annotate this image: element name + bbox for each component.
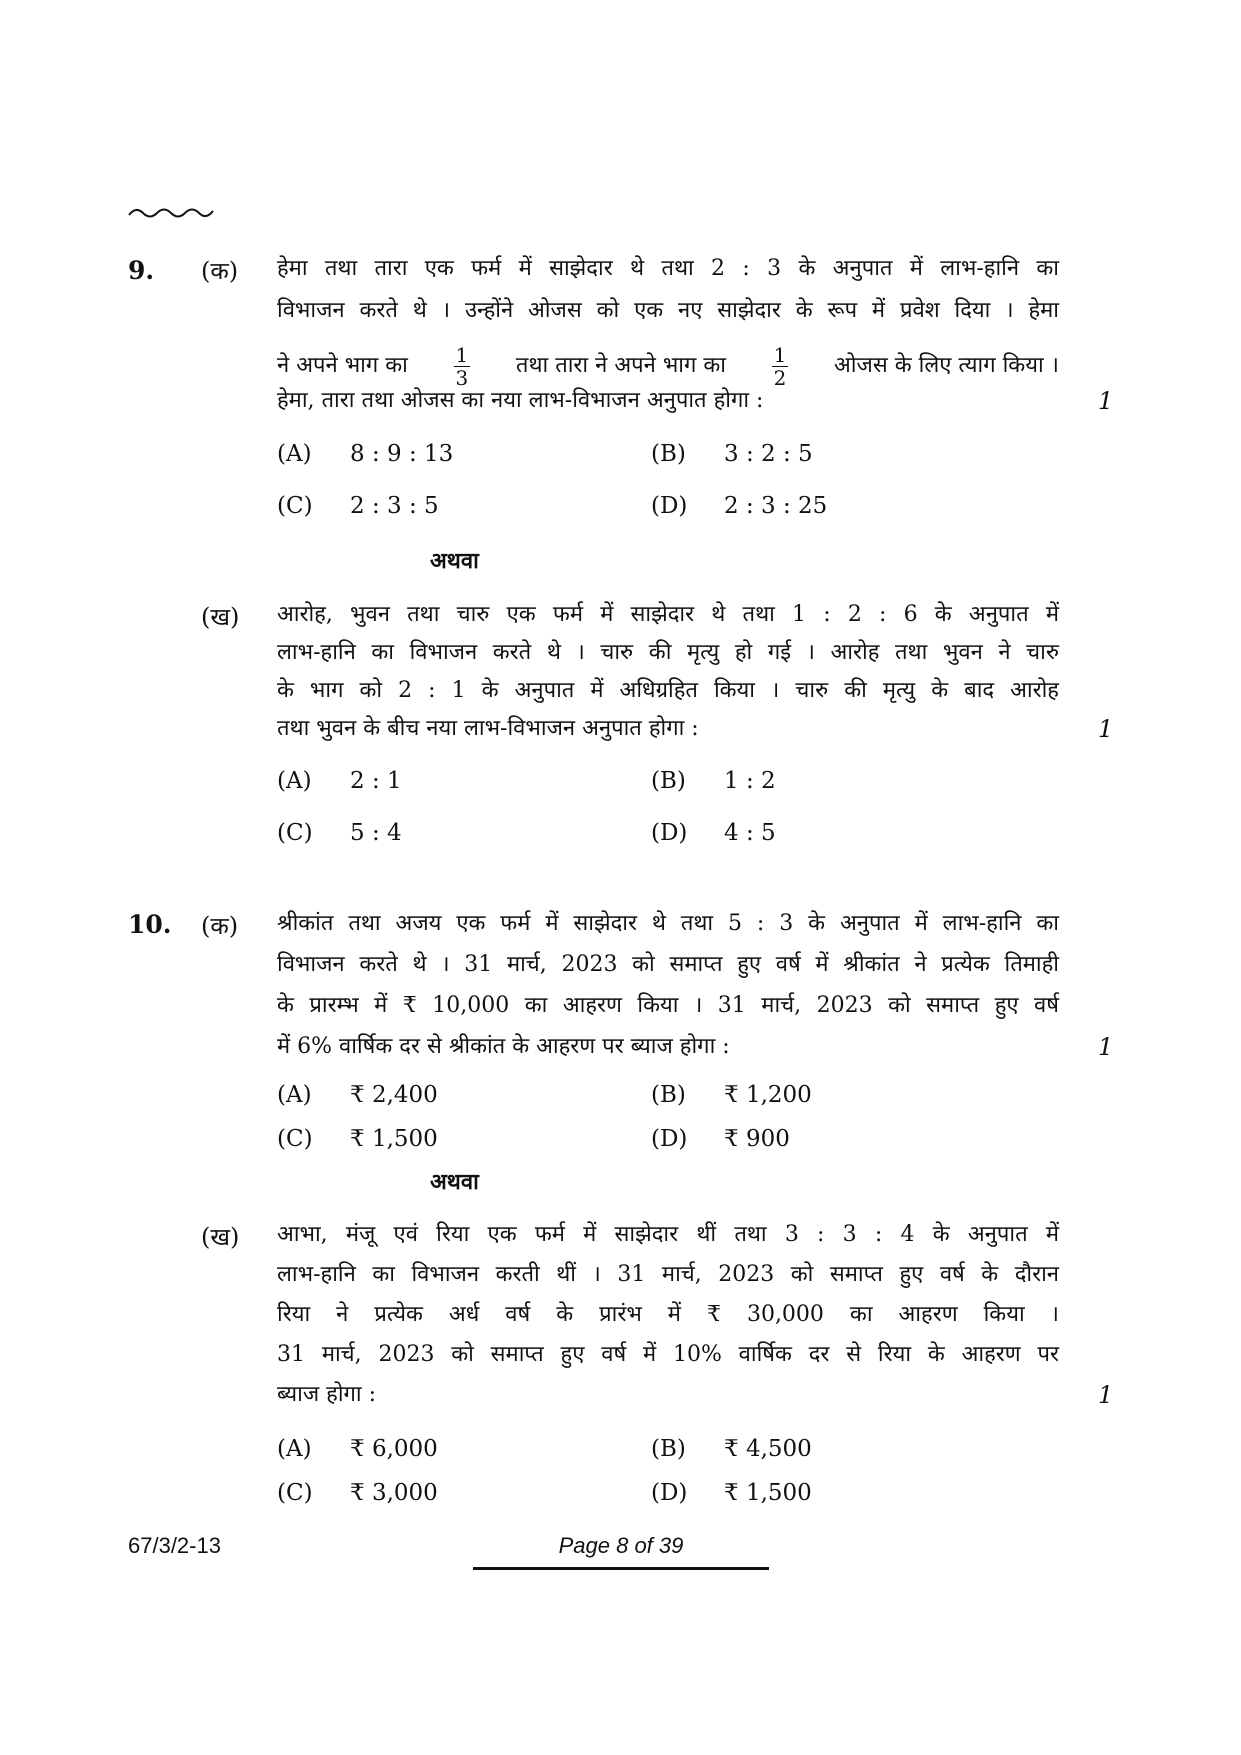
question-number: 10.	[128, 910, 172, 939]
option-label: (C)	[277, 493, 313, 519]
option-label: (A)	[277, 441, 312, 467]
wave-ornament-icon	[128, 205, 214, 221]
option-label: (D)	[651, 820, 688, 846]
footer-divider	[473, 1567, 769, 1570]
option-value: 2 : 3 : 5	[350, 493, 439, 519]
fraction-denominator: 2	[773, 365, 787, 390]
option	[277, 1480, 438, 1506]
fraction-numerator: 1	[455, 342, 469, 367]
page-number: Page 8 of 39	[558, 1533, 684, 1558]
option-value: 5 : 4	[350, 820, 402, 846]
option	[651, 820, 776, 846]
question-text-line: ब्याज होगा :	[277, 1382, 377, 1407]
option-value: ₹ 1,500	[724, 1480, 812, 1506]
option-label: (C)	[277, 1480, 313, 1506]
question-text-line: 31 मार्च, 2023 को समाप्त हुए वर्ष में 10% वार्षिक दर से रिया के आहरण पर	[277, 1342, 1059, 1367]
option	[651, 493, 827, 519]
option-value: 4 : 5	[724, 820, 776, 846]
option	[651, 768, 776, 794]
option-value: 3 : 2 : 5	[724, 441, 813, 467]
option	[277, 820, 402, 846]
option-value: 1 : 2	[724, 768, 776, 794]
option	[651, 1082, 812, 1108]
option-label: (D)	[651, 1126, 688, 1152]
question-number: 9.	[128, 256, 155, 285]
question-text-line: विभाजन करते थे । 31 मार्च, 2023 को समाप्त हुए वर्ष में श्रीकांत ने प्रत्येक तिमाही	[277, 952, 1059, 977]
option-value: 2 : 1	[350, 768, 402, 794]
question-text-line: रिया ने प्रत्येक अर्ध वर्ष के प्रारंभ में ₹ 30,000 का आहरण किया ।	[277, 1302, 1059, 1327]
question-text-line: आरोह, भुवन तथा चारु एक फर्म में साझेदार थे तथा 1 : 2 : 6 के अनुपात में	[277, 602, 1059, 627]
option-label: (D)	[651, 493, 688, 519]
option-label: (B)	[651, 1082, 686, 1108]
question-text-line: विभाजन करते थे । उन्होंने ओजस को एक नए साझेदार के रूप में प्रवेश दिया । हेमा	[277, 298, 1059, 323]
option	[277, 768, 402, 794]
option	[277, 1126, 438, 1152]
option-label: (D)	[651, 1480, 688, 1506]
question-text-line: के भाग को 2 : 1 के अनुपात में अधिग्रहित किया । चारु की मृत्यु के बाद आरोह	[277, 678, 1059, 703]
option	[277, 1436, 438, 1462]
option	[277, 493, 439, 519]
marks: 1	[1098, 715, 1114, 743]
sub-question-label: (ख)	[201, 1223, 240, 1251]
text-segment: ने अपने भाग का	[277, 353, 408, 378]
fraction-numerator: 1	[773, 342, 787, 367]
fraction	[454, 344, 471, 389]
option-value: ₹ 2,400	[350, 1082, 438, 1108]
option-value: ₹ 1,200	[724, 1082, 812, 1108]
marks: 1	[1098, 1033, 1114, 1061]
question-text-line: हेमा तथा तारा एक फर्म में साझेदार थे तथा 2 : 3 के अनुपात में लाभ-हानि का	[277, 256, 1059, 281]
question-text-line: के प्रारम्भ में ₹ 10,000 का आहरण किया । 31 मार्च, 2023 को समाप्त हुए वर्ष	[277, 993, 1059, 1018]
option	[277, 441, 453, 467]
option-value: ₹ 900	[724, 1126, 790, 1152]
option-label: (B)	[651, 768, 686, 794]
marks: 1	[1098, 387, 1114, 415]
option	[277, 1082, 438, 1108]
option-label: (B)	[651, 1436, 686, 1462]
option	[651, 441, 813, 467]
question-text-line: हेमा, तारा तथा ओजस का नया लाभ-विभाजन अनुपात होगा :	[277, 388, 764, 413]
option	[651, 1436, 812, 1462]
option-value: ₹ 6,000	[350, 1436, 438, 1462]
question-text-line: श्रीकांत तथा अजय एक फर्म में साझेदार थे तथा 5 : 3 के अनुपात में लाभ-हानि का	[277, 911, 1059, 936]
option-value: ₹ 1,500	[350, 1126, 438, 1152]
question-text-line: लाभ-हानि का विभाजन करते थे । चारु की मृत्यु हो गई । आरोह तथा भुवन ने चारु	[277, 640, 1059, 665]
marks: 1	[1098, 1381, 1114, 1409]
sub-question-label: (ख)	[201, 603, 240, 631]
option-value: 8 : 9 : 13	[350, 441, 454, 467]
option	[651, 1480, 812, 1506]
option-value: ₹ 4,500	[724, 1436, 812, 1462]
paper-code: 67/3/2-13	[128, 1533, 221, 1558]
option-label: (A)	[277, 1436, 312, 1462]
sub-question-label: (क)	[201, 257, 239, 285]
or-separator: अथवा	[430, 548, 479, 574]
option-value: ₹ 3,000	[350, 1480, 438, 1506]
text-segment: ओजस के लिए त्याग किया ।	[834, 353, 1059, 378]
option-label: (C)	[277, 820, 313, 846]
sub-question-label: (क)	[201, 912, 239, 940]
question-text-line: लाभ-हानि का विभाजन करती थीं । 31 मार्च, 2023 को समाप्त हुए वर्ष के दौरान	[277, 1262, 1059, 1287]
fraction-denominator: 3	[455, 365, 469, 390]
text-segment: तथा तारा ने अपने भाग का	[515, 353, 726, 378]
question-text-line: में 6% वार्षिक दर से श्रीकांत के आहरण पर ब्याज होगा :	[277, 1034, 730, 1059]
or-separator: अथवा	[430, 1169, 479, 1195]
option-label: (A)	[277, 768, 312, 794]
option-label: (A)	[277, 1082, 312, 1108]
fraction	[772, 344, 789, 389]
option	[651, 1126, 790, 1152]
option-label: (B)	[651, 441, 686, 467]
option-value: 2 : 3 : 25	[724, 493, 828, 519]
question-text-line: तथा भुवन के बीच नया लाभ-विभाजन अनुपात होगा :	[277, 716, 699, 741]
question-text-line: आभा, मंजू एवं रिया एक फर्म में साझेदार थीं तथा 3 : 3 : 4 के अनुपात में	[277, 1222, 1059, 1247]
option-label: (C)	[277, 1126, 313, 1152]
